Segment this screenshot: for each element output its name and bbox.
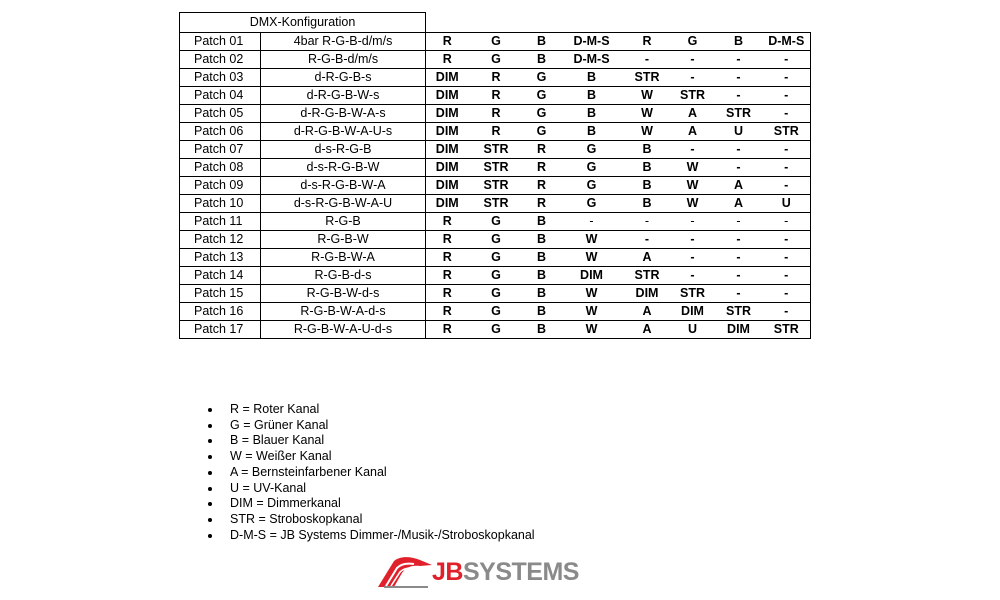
channel-cell: W bbox=[671, 177, 715, 195]
channel-cell: B bbox=[524, 303, 560, 321]
channel-cell: D-M-S bbox=[560, 51, 624, 69]
channel-cell: - bbox=[715, 159, 763, 177]
channel-cell: R bbox=[624, 33, 671, 51]
channel-cell: DIM bbox=[426, 159, 469, 177]
channel-cell: A bbox=[671, 123, 715, 141]
legend-item bbox=[208, 449, 535, 465]
channel-cell: B bbox=[715, 33, 763, 51]
mode-cell: d-s-R-G-B-W bbox=[261, 159, 426, 177]
channel-cell: - bbox=[763, 51, 811, 69]
mode-cell: R-G-B-W-A-d-s bbox=[261, 303, 426, 321]
patch-cell: Patch 01 bbox=[180, 33, 261, 51]
channel-cell: - bbox=[624, 231, 671, 249]
table-row bbox=[180, 87, 811, 105]
channel-cell: - bbox=[671, 231, 715, 249]
channel-cell: B bbox=[524, 321, 560, 339]
legend-item bbox=[208, 402, 535, 418]
channel-cell: W bbox=[560, 249, 624, 267]
channel-cell: STR bbox=[671, 285, 715, 303]
bullet-icon bbox=[208, 455, 212, 459]
channel-cell: G bbox=[469, 303, 524, 321]
patch-cell: Patch 04 bbox=[180, 87, 261, 105]
legend-item bbox=[208, 512, 535, 528]
channel-cell: G bbox=[469, 267, 524, 285]
channel-cell: B bbox=[624, 177, 671, 195]
channel-cell: W bbox=[560, 321, 624, 339]
channel-cell: G bbox=[469, 285, 524, 303]
channel-cell: STR bbox=[469, 159, 524, 177]
channel-cell: R bbox=[524, 141, 560, 159]
channel-cell: - bbox=[715, 285, 763, 303]
channel-cell: U bbox=[715, 123, 763, 141]
mode-cell: d-R-G-B-s bbox=[261, 69, 426, 87]
mode-cell: R-G-B-W-A-U-d-s bbox=[261, 321, 426, 339]
table-row bbox=[180, 69, 811, 87]
channel-cell: B bbox=[524, 267, 560, 285]
bullet-icon bbox=[208, 471, 212, 475]
legend-text: D-M-S = JB Systems Dimmer-/Musik-/Stroboskopkanal bbox=[230, 527, 535, 542]
channel-cell: - bbox=[763, 105, 811, 123]
logo-wordmark bbox=[432, 558, 579, 586]
channel-cell: DIM bbox=[426, 195, 469, 213]
channel-cell: U bbox=[671, 321, 715, 339]
channel-cell: DIM bbox=[426, 177, 469, 195]
patch-cell: Patch 11 bbox=[180, 213, 261, 231]
patch-cell: Patch 10 bbox=[180, 195, 261, 213]
channel-cell: B bbox=[524, 213, 560, 231]
channel-cell: A bbox=[715, 177, 763, 195]
legend-item bbox=[208, 465, 535, 481]
table-header-row bbox=[180, 13, 811, 33]
channel-cell: STR bbox=[624, 69, 671, 87]
mode-cell: d-s-R-G-B bbox=[261, 141, 426, 159]
channel-legend bbox=[208, 402, 535, 543]
channel-cell: R bbox=[426, 303, 469, 321]
channel-cell: - bbox=[763, 69, 811, 87]
bullet-icon bbox=[208, 424, 212, 428]
legend-item bbox=[208, 528, 535, 544]
channel-cell: G bbox=[560, 195, 624, 213]
patch-cell: Patch 08 bbox=[180, 159, 261, 177]
channel-cell: W bbox=[671, 159, 715, 177]
channel-cell: W bbox=[624, 87, 671, 105]
channel-cell: W bbox=[560, 303, 624, 321]
channel-cell: - bbox=[624, 213, 671, 231]
channel-cell: STR bbox=[469, 141, 524, 159]
bullet-icon bbox=[208, 518, 212, 522]
channel-cell: - bbox=[763, 285, 811, 303]
legend-text: G = Grüner Kanal bbox=[230, 417, 329, 432]
patch-cell: Patch 07 bbox=[180, 141, 261, 159]
channel-cell: - bbox=[671, 69, 715, 87]
channel-cell: R bbox=[469, 123, 524, 141]
table-row bbox=[180, 321, 811, 339]
channel-cell: B bbox=[524, 33, 560, 51]
channel-cell: G bbox=[469, 249, 524, 267]
patch-cell: Patch 06 bbox=[180, 123, 261, 141]
table-row bbox=[180, 195, 811, 213]
mode-cell: R-G-B-d/m/s bbox=[261, 51, 426, 69]
channel-cell: - bbox=[715, 249, 763, 267]
mode-cell: d-R-G-B-W-A-s bbox=[261, 105, 426, 123]
channel-cell: DIM bbox=[426, 69, 469, 87]
channel-cell: B bbox=[624, 141, 671, 159]
channel-cell: STR bbox=[671, 87, 715, 105]
channel-cell: - bbox=[715, 69, 763, 87]
channel-cell: A bbox=[624, 303, 671, 321]
channel-cell: - bbox=[715, 51, 763, 69]
table-row bbox=[180, 51, 811, 69]
channel-cell: R bbox=[426, 213, 469, 231]
channel-cell: W bbox=[560, 231, 624, 249]
table-row bbox=[180, 33, 811, 51]
channel-cell: G bbox=[469, 213, 524, 231]
channel-cell: G bbox=[671, 33, 715, 51]
channel-cell: - bbox=[763, 249, 811, 267]
channel-cell: - bbox=[763, 141, 811, 159]
channel-cell: B bbox=[524, 51, 560, 69]
channel-cell: STR bbox=[715, 303, 763, 321]
logo-text-jb: JB bbox=[432, 558, 463, 586]
channel-cell: - bbox=[560, 213, 624, 231]
legend-text: U = UV-Kanal bbox=[230, 480, 307, 495]
channel-cell: DIM bbox=[426, 123, 469, 141]
channel-cell: R bbox=[426, 249, 469, 267]
channel-cell: A bbox=[671, 105, 715, 123]
channel-cell: DIM bbox=[426, 141, 469, 159]
channel-cell: - bbox=[715, 141, 763, 159]
mode-cell: R-G-B-W-d-s bbox=[261, 285, 426, 303]
patch-cell: Patch 02 bbox=[180, 51, 261, 69]
channel-cell: - bbox=[671, 249, 715, 267]
channel-cell: W bbox=[671, 195, 715, 213]
patch-cell: Patch 15 bbox=[180, 285, 261, 303]
channel-cell: R bbox=[469, 87, 524, 105]
channel-cell: U bbox=[763, 195, 811, 213]
channel-cell: B bbox=[524, 231, 560, 249]
channel-cell: STR bbox=[469, 195, 524, 213]
patch-cell: Patch 05 bbox=[180, 105, 261, 123]
channel-cell: R bbox=[426, 321, 469, 339]
channel-cell: STR bbox=[763, 321, 811, 339]
channel-cell: - bbox=[715, 213, 763, 231]
legend-text: STR = Stroboskopkanal bbox=[230, 511, 363, 526]
channel-cell: G bbox=[469, 321, 524, 339]
bullet-icon bbox=[208, 439, 212, 443]
channel-cell: B bbox=[524, 285, 560, 303]
table-row bbox=[180, 141, 811, 159]
channel-cell: - bbox=[763, 267, 811, 285]
channel-cell: - bbox=[763, 213, 811, 231]
mode-cell: 4bar R-G-B-d/m/s bbox=[261, 33, 426, 51]
table-row bbox=[180, 231, 811, 249]
patch-cell: Patch 14 bbox=[180, 267, 261, 285]
channel-cell: DIM bbox=[426, 105, 469, 123]
table-row bbox=[180, 303, 811, 321]
jb-systems-logo bbox=[376, 555, 626, 589]
channel-cell: - bbox=[715, 231, 763, 249]
dmx-configuration-table bbox=[179, 12, 811, 339]
channel-cell: B bbox=[624, 159, 671, 177]
channel-cell: B bbox=[524, 249, 560, 267]
legend-text: R = Roter Kanal bbox=[230, 402, 320, 416]
mode-cell: R-G-B-W-A bbox=[261, 249, 426, 267]
channel-cell: - bbox=[763, 231, 811, 249]
mode-cell: R-G-B-d-s bbox=[261, 267, 426, 285]
legend-item bbox=[208, 433, 535, 449]
channel-cell: W bbox=[560, 285, 624, 303]
channel-cell: W bbox=[624, 105, 671, 123]
channel-cell: R bbox=[426, 285, 469, 303]
channel-cell: A bbox=[715, 195, 763, 213]
legend-item bbox=[208, 496, 535, 512]
table-title: DMX-Konfiguration bbox=[180, 13, 426, 33]
channel-cell: A bbox=[624, 321, 671, 339]
mode-cell: d-R-G-B-W-A-U-s bbox=[261, 123, 426, 141]
patch-cell: Patch 09 bbox=[180, 177, 261, 195]
patch-cell: Patch 17 bbox=[180, 321, 261, 339]
channel-cell: - bbox=[763, 303, 811, 321]
channel-cell: R bbox=[524, 159, 560, 177]
channel-cell: G bbox=[469, 231, 524, 249]
channel-cell: - bbox=[763, 159, 811, 177]
channel-cell: R bbox=[524, 195, 560, 213]
patch-cell: Patch 12 bbox=[180, 231, 261, 249]
bullet-icon bbox=[208, 487, 212, 491]
channel-cell: B bbox=[560, 123, 624, 141]
channel-cell: B bbox=[560, 87, 624, 105]
channel-cell: - bbox=[671, 141, 715, 159]
bullet-icon bbox=[208, 502, 212, 506]
table-row bbox=[180, 159, 811, 177]
channel-cell: STR bbox=[624, 267, 671, 285]
channel-cell: W bbox=[624, 123, 671, 141]
table-row bbox=[180, 285, 811, 303]
patch-cell: Patch 16 bbox=[180, 303, 261, 321]
channel-cell: STR bbox=[763, 123, 811, 141]
patch-cell: Patch 13 bbox=[180, 249, 261, 267]
table-row bbox=[180, 267, 811, 285]
channel-cell: DIM bbox=[715, 321, 763, 339]
channel-cell: - bbox=[763, 87, 811, 105]
channel-cell: D-M-S bbox=[763, 33, 811, 51]
legend-text: B = Blauer Kanal bbox=[230, 433, 325, 448]
mode-cell: d-R-G-B-W-s bbox=[261, 87, 426, 105]
legend-item bbox=[208, 481, 535, 497]
channel-cell: - bbox=[671, 213, 715, 231]
channel-cell: G bbox=[524, 69, 560, 87]
header-spacer bbox=[426, 13, 811, 33]
channel-cell: STR bbox=[715, 105, 763, 123]
channel-cell: G bbox=[524, 87, 560, 105]
channel-cell: G bbox=[524, 123, 560, 141]
channel-cell: B bbox=[624, 195, 671, 213]
channel-cell: G bbox=[560, 141, 624, 159]
legend-text: DIM = Dimmerkanal bbox=[230, 496, 341, 511]
channel-cell: R bbox=[524, 177, 560, 195]
table-row bbox=[180, 249, 811, 267]
channel-cell: G bbox=[469, 51, 524, 69]
mode-cell: R-G-B bbox=[261, 213, 426, 231]
mode-cell: d-s-R-G-B-W-A-U bbox=[261, 195, 426, 213]
channel-cell: DIM bbox=[560, 267, 624, 285]
channel-cell: - bbox=[715, 267, 763, 285]
channel-cell: - bbox=[763, 177, 811, 195]
table-row bbox=[180, 213, 811, 231]
channel-cell: DIM bbox=[671, 303, 715, 321]
channel-cell: D-M-S bbox=[560, 33, 624, 51]
channel-cell: G bbox=[560, 159, 624, 177]
mode-cell: R-G-B-W bbox=[261, 231, 426, 249]
channel-cell: R bbox=[426, 51, 469, 69]
patch-cell: Patch 03 bbox=[180, 69, 261, 87]
channel-cell: - bbox=[671, 267, 715, 285]
channel-cell: G bbox=[560, 177, 624, 195]
logo-text-systems: SYSTEMS bbox=[462, 558, 579, 586]
channel-cell: - bbox=[624, 51, 671, 69]
jb-systems-logo-icon bbox=[376, 555, 434, 589]
mode-cell: d-s-R-G-B-W-A bbox=[261, 177, 426, 195]
table-row bbox=[180, 123, 811, 141]
channel-cell: - bbox=[715, 87, 763, 105]
channel-cell: G bbox=[524, 105, 560, 123]
channel-cell: - bbox=[671, 51, 715, 69]
legend-text: A = Bernsteinfarbener Kanal bbox=[230, 464, 387, 479]
channel-cell: R bbox=[426, 267, 469, 285]
channel-cell: STR bbox=[469, 177, 524, 195]
channel-cell: B bbox=[560, 105, 624, 123]
channel-cell: R bbox=[469, 105, 524, 123]
bullet-icon bbox=[208, 408, 212, 412]
channel-cell: R bbox=[426, 231, 469, 249]
channel-cell: G bbox=[469, 33, 524, 51]
legend-text: W = Weißer Kanal bbox=[230, 449, 332, 464]
channel-cell: DIM bbox=[624, 285, 671, 303]
table-row bbox=[180, 177, 811, 195]
channel-cell: R bbox=[469, 69, 524, 87]
channel-cell: A bbox=[624, 249, 671, 267]
channel-cell: DIM bbox=[426, 87, 469, 105]
channel-cell: R bbox=[426, 33, 469, 51]
legend-item bbox=[208, 418, 535, 434]
channel-cell: B bbox=[560, 69, 624, 87]
bullet-icon bbox=[208, 534, 212, 538]
table-row bbox=[180, 105, 811, 123]
